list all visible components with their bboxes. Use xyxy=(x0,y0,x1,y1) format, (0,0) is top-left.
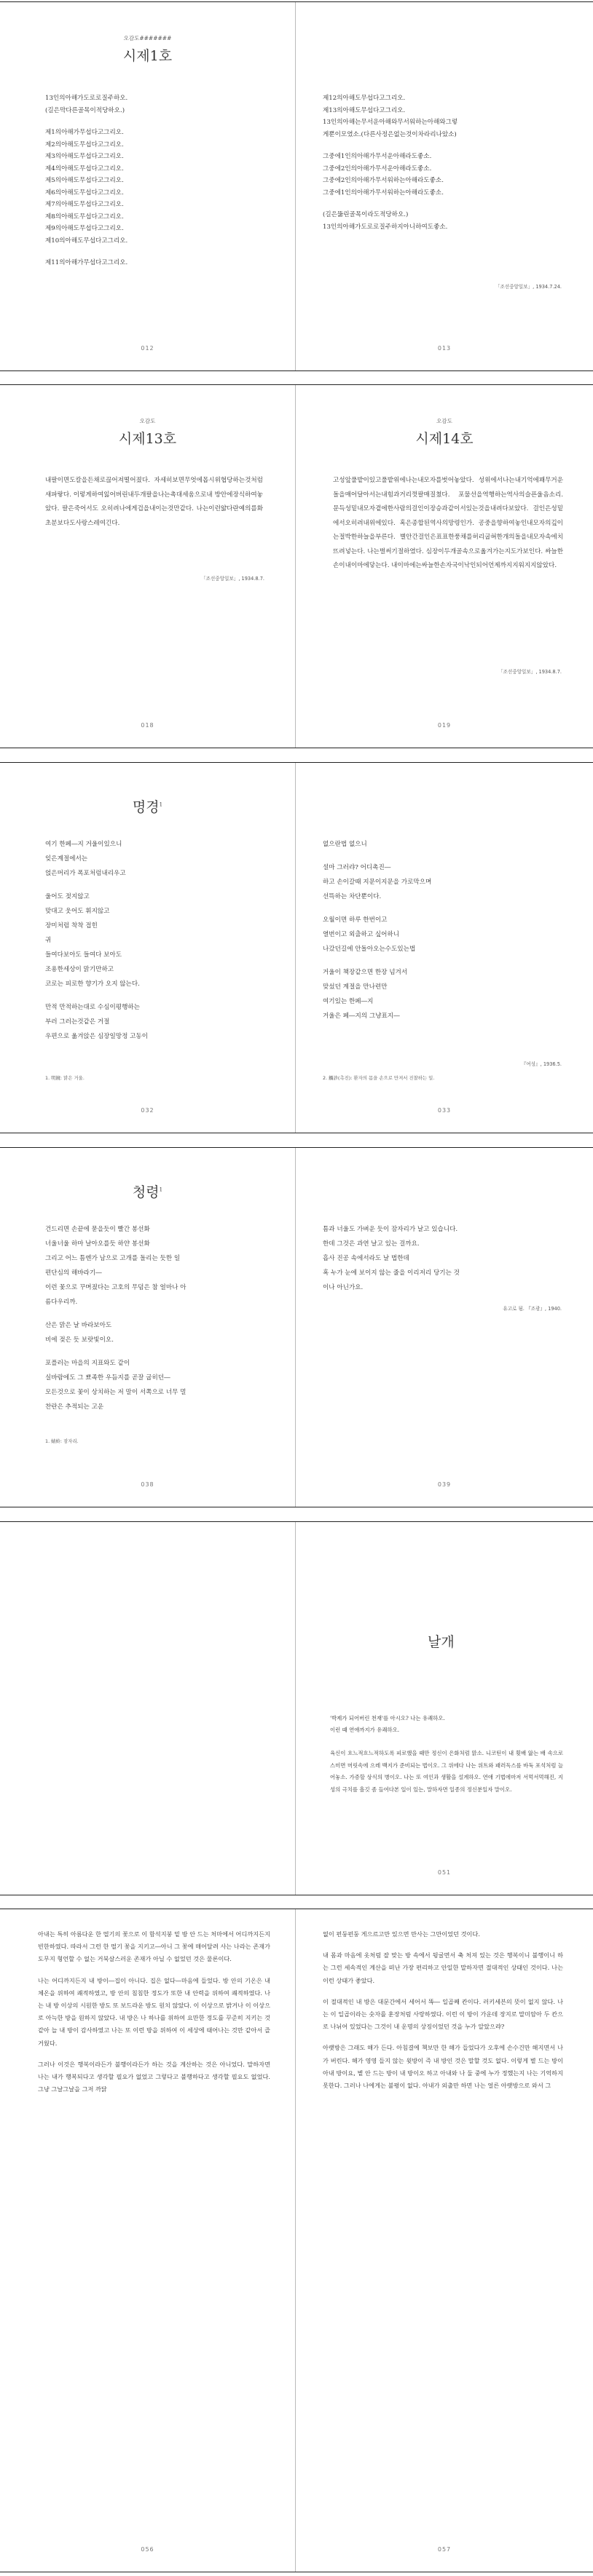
poem-line: 그리고 어느 틈엔가 남으로 고개를 돌리는 듯한 일 xyxy=(45,1255,181,1262)
story-paragraph: 없이 펀둥펀둥 게으르고만 있으면 만사는 그만이었던 것이다. xyxy=(323,1930,480,1938)
story-body xyxy=(323,1928,563,2092)
poem-line: 여기 한페―지 거울이있으니 xyxy=(45,841,122,848)
page-018 xyxy=(0,385,296,748)
poem-line: 우편으로 옮겨앉은 심장일망정 고동이 xyxy=(45,1033,149,1040)
poem-line: 그중에2인의아해가무서운아해라도좋소. xyxy=(323,165,432,173)
poem-title-wrap xyxy=(0,796,295,816)
poem-title: 시제14호 xyxy=(415,431,474,447)
spread-nalgae-title xyxy=(0,1521,593,1895)
poem-title: 명경 xyxy=(132,799,160,815)
spread-nalgae-text xyxy=(0,1909,593,2572)
poem-line: 거울이 책장같으면 한장 넘겨서 xyxy=(323,969,408,976)
stanza xyxy=(323,860,563,904)
footnote: 1. 明鏡: 맑은 거울. xyxy=(45,1075,85,1081)
spread-sije1 xyxy=(0,1,593,371)
stanza xyxy=(45,837,266,881)
poem-line: 산은 맑은 날 바라보아도 xyxy=(45,1322,112,1329)
poem-line: (길은뚫린골목이라도적당하오.) xyxy=(323,211,409,218)
poem-line: 편단심의 해바라기― xyxy=(45,1269,102,1277)
poem-line: 흡사 진공 속에서라도 날 법한데 xyxy=(323,1255,409,1262)
story-paragraph: 그러나 이것은 행복이라든가 불행이라든가 하는 것을 계산하는 것은 아니었다. 말하자면 나는 내가 행복되다고 생각할 필요가 없었고 그렇다고 불행하다고 생각할 필요도 없었다. 그냥 그날그날을 그저 까닭 xyxy=(38,2060,270,2093)
poem-line: 모든것으로 꽃이 상치하는 저 말이 서쪽으로 너무 멀 xyxy=(45,1389,186,1396)
poem-line: 제2의아해도무섭다고그리오. xyxy=(45,140,124,148)
footnote: 1. 蜻蛉: 잠자리. xyxy=(45,1438,79,1444)
page-number: 038 xyxy=(141,1481,154,1488)
spread-sije13-14 xyxy=(0,384,593,748)
stanza xyxy=(45,1222,266,1309)
poem-line: 한데 그것은 과연 날고 있는 걸까요. xyxy=(323,1240,420,1248)
poem-line: 13인의아해가도로로질주하지아니하여도좋소. xyxy=(323,223,448,231)
poem-line: 하고 손이갈때 지문이지문을 가로막으며 xyxy=(323,879,432,886)
story-paragraph: 내 몸과 마음에 옷처럼 잘 맞는 방 속에서 뒹굴면서 축 처져 있는 것은 행복이니 불행이니 하는 그런 세속적인 계산을 떠난 가장 편리하고 안일한 말하자면 절대적인 상태인 것이다. 나는 이런 상태가 좋았다. xyxy=(323,1951,563,1984)
page-051 xyxy=(296,1522,592,1895)
poem-line: 나갔던길에 안돌아오는수도있는법 xyxy=(323,946,416,953)
page-032 xyxy=(0,763,296,1133)
stanza-gap xyxy=(323,140,563,151)
stanza-gap xyxy=(45,116,266,127)
poem-line: 틈과 너울도 가벼운 듯이 잠자리가 날고 있습니다. xyxy=(323,1226,458,1233)
story-title: 날개 xyxy=(428,1634,455,1650)
poem-line: 제6의아해도무섭다고그리오. xyxy=(45,189,124,197)
poem-line: 제4의아해도무섭다고그리오. xyxy=(45,165,124,173)
poem-line: 잊은계절에서는 xyxy=(45,855,88,863)
stanza-gap xyxy=(45,247,266,257)
poem-line: 이런 꽃으로 꾸며졌다는 고호의 무덤은 참 얼마나 아 xyxy=(45,1284,186,1291)
stanza xyxy=(45,889,266,991)
poem-line: 그중에1인의아해가무서운아해라도좋소. xyxy=(323,153,432,160)
publication-citation: 「조선중앙일보」, 1934.8.7. xyxy=(498,669,562,675)
stanza xyxy=(323,913,563,956)
poem-line: 혹 누가 눈에 보이지 않는 줄을 이리저리 당기는 것 xyxy=(323,1269,460,1277)
page-number: 056 xyxy=(141,2546,154,2553)
poem-line: 건드리면 손끝에 묻을듯이 빨간 봉선화 xyxy=(45,1226,150,1233)
poem-line: 만적 만적하는대로 수심이평행하는 xyxy=(45,1004,140,1011)
poem-line: 부러 그러는것같은 거절 xyxy=(45,1018,110,1026)
stanza xyxy=(45,1356,266,1414)
poem-line: 오월이면 하루 한번이고 xyxy=(323,916,388,924)
stanza xyxy=(323,1222,563,1295)
poem-line: 여기있는 한페―지 xyxy=(323,998,374,1005)
poem-title: 시제1호 xyxy=(122,48,173,64)
poem-title: 청령 xyxy=(132,1184,160,1200)
poem-line: 귀 xyxy=(45,937,52,944)
intro-line: '박제가 되어버린 천재'를 아시오? 나는 유쾌하오. xyxy=(330,1715,445,1721)
page-012 xyxy=(0,2,296,370)
poem-line: 찬란은 추적되는 고운 xyxy=(45,1403,104,1411)
poem-line: 얹은머리가 폭포처럼내리우고 xyxy=(45,870,126,877)
poem-line: 울어도 젖지않고 xyxy=(45,893,90,900)
page-019 xyxy=(296,385,592,748)
footnote-marker: 1 xyxy=(159,1186,163,1193)
poem-line: 비에 젖은 듯 보랏빛이오. xyxy=(45,1336,114,1344)
poem-line: 제3의아해도무섭다고그리오. xyxy=(45,153,124,160)
poem-line: 제12의아해도무섭다고그리오. xyxy=(323,95,406,102)
story-paragraph: 이 절대적인 내 방은 대문간에서 세어서 똑― 일곱째 칸이다. 러키세븐의 뜻이 없지 않다. 나는 이 일곱이라는 숫자를 훈장처럼 사랑하였다. 이런 이 방이 가운데 장지로 말미암아 두 칸으로 나뉘어 있었다는 그것이 내 운명의 상징이었던 것을 누가 알았으랴? xyxy=(323,1997,563,2031)
page-013 xyxy=(296,2,592,370)
stanza-gap xyxy=(323,199,563,209)
story-body xyxy=(38,1928,270,2096)
poem-series-label: 오감도####### xyxy=(123,35,172,41)
poem-line: 코로는 피로한 향기가 오지 않는다. xyxy=(45,980,140,988)
poem-line: 제8의아해도무섭다고그리오. xyxy=(45,213,124,221)
poem-line: 게뿐이모였소.(다른사정은없는것이차라리나았소) xyxy=(323,130,457,138)
intro-line: 이런 때 연애까지가 유쾌하오. xyxy=(330,1727,400,1733)
poem-line: 제11의아해가무섭다고그리오. xyxy=(45,259,128,266)
poem-line: 장미처럼 착착 접힌 xyxy=(45,922,98,930)
story-paragraph: 나는 어디까지든지 내 방이―집이 아니다. 집은 없다―마음에 들었다. 방 안의 기온은 내 체온을 위하여 쾌적하였고, 방 안의 침침한 정도가 또한 내 안력을 위하여 쾌적하였다. 나는 내 방 이상의 시원한 방도 또 보드라운 방도 원치 않았다. 이 이상으로 밝거나 이 이상으로 아늑한 방을 원하지 않았다. 내 방은 나 하나를 위하여 요만한 정도를 꾸준히 지키는 것 같아 늘 내 방이 감사하였고 나는 또 이런 방을 위하여 이 세상에 태어나는 것만 같아서 즐거웠다. xyxy=(38,1976,270,2047)
poem-line: 제10의아해도무섭다고그리오. xyxy=(45,237,128,245)
poem-line: 실바람에도 그 뾰족한 우듬지를 곧잘 굽히던― xyxy=(45,1374,170,1382)
stanza xyxy=(45,1318,266,1347)
page-number: 019 xyxy=(437,722,452,729)
spread-myeonggyeong xyxy=(0,762,593,1133)
poem-body xyxy=(45,1222,266,1423)
poem-line: 그중에1인의아해가무서워하는아해라도좋소. xyxy=(323,189,444,197)
poem-line: 제13의아해도무섭다고그리오. xyxy=(323,106,406,114)
poem-line: 13인의아해가도로로질주하오. xyxy=(45,95,128,102)
story-intro-body: 육신이 흐느적흐느적하도록 피로했을 때만 정신이 은화처럼 맑소. 니코틴이 내 횟배 앓는 배 속으로 스미면 머릿속에 으레 백지가 준비되는 법이오. 그 위에다 나는 위트와 패러독스를 바둑 포석처럼 늘어놓소. 가증할 상식의 병이오. 나는 또 여인과 생활을 설계하오. 연애 기법에마저 서먹서먹해진, 지성의 극치를 흘깃 좀 들여다본 일이 있는, 말하자면 일종의 정신분일자 말이오. xyxy=(330,1750,563,1793)
page-033 xyxy=(296,763,592,1133)
poem-title-wrap xyxy=(0,1181,295,1201)
poem-line: 제7의아해도무섭다고그리오. xyxy=(45,201,124,208)
poem-body: 고성앞풀밭이있고풀밭위에나는내모자를벗어놓았다. 성위에서나는내기억에꽤무거운돌을매어달아서는내힘과거리껏팔매질쳤다. 포물선을역행하는역사의슬픈울음소리. 문득성밑내모자곁에한사람의걸인이장승과같이서있는것을내려다보았다. 걸인은성밑에서오히려내위에있다. 혹은종합된역사의망령인가. 공중을향하여놓인내모자의깊이는절박한하늘을부른다. 별안간걸인은표표한풍채를허리굽혀한개의돌을내모자속에치뜨려넣는다. 나는벌써기절하였다. 심장이두개골속으로옮겨가는지도가보인다. 싸늘한손이내이마에닿는다. 내이마에는싸늘한손자국이낙인되어언제까지지워지지않았다. xyxy=(333,477,563,569)
page-039 xyxy=(296,1148,592,1507)
poem-line: (길은막다른골목이적당하오.) xyxy=(45,106,125,114)
poem-body xyxy=(323,1222,563,1304)
story-intro xyxy=(330,1713,563,1736)
stanza xyxy=(323,837,563,852)
poem-line: 거울은 페―지의 그냥표지― xyxy=(323,1012,400,1020)
page-050 xyxy=(0,1522,296,1895)
poem-line: 설마 그러랴? 어디촉진― xyxy=(323,864,391,871)
stanza xyxy=(323,965,563,1023)
poem-line: 맞대고 웃어도 휘지않고 xyxy=(45,908,110,915)
story-paragraph: 아랫방은 그래도 해가 든다. 아침결에 책보만 한 해가 들었다가 오후에 손수건만 해지면서 나가 버린다. 해가 영영 들지 않는 윗방이 즉 내 방인 것은 말할 것도 없다. 이렇게 볕 드는 방이 아내 방이요, 볕 안 드는 방이 내 방이오 하고 아내와 나 둘 중에 누가 정했는지 나는 기억하지 못한다. 그러나 나에게는 불평이 없다. 아내가 외출만 하면 나는 얼른 아랫방으로 와서 그 xyxy=(323,2044,563,2090)
poem-line: 조용한세상이 맑기만하고 xyxy=(45,966,114,973)
page-number: 039 xyxy=(437,1481,452,1488)
page-number: 013 xyxy=(437,345,452,352)
poem-line: 제5의아해도무섭다고그리오. xyxy=(45,177,124,184)
story-paragraph: 아내는 특히 아름다운 한 떨기의 꽃으로 이 함석지붕 밑 방 안 드는 처마에서 어디까지든지 빈한하였다. 따라서 그런 한 떨기 꽃을 지키고―아니 그 꽃에 매어달려 사는 나라는 존재가 도무지 형언할 수 없는 거북살스러운 존재가 아닐 수 없었던 것은 물론이다. xyxy=(38,1930,270,1963)
page-number: 012 xyxy=(141,345,154,352)
poem-line: 너울너울 하마 날아오를듯 하얀 봉선화 xyxy=(45,1240,150,1248)
poem-line: 제9의아해도무섭다고그리오. xyxy=(45,225,124,232)
page-number: 033 xyxy=(437,1107,452,1114)
page-038 xyxy=(0,1148,296,1507)
poem-series-label: 오감도 xyxy=(436,418,452,424)
publication-citation: 『여성』, 1936.5. xyxy=(521,1061,562,1067)
poem-line: 열번이고 외출하고 싶어하니 xyxy=(323,931,400,938)
poem-line: 이나 아닌가요. xyxy=(323,1284,364,1291)
poem-series-label: 오감도 xyxy=(139,418,156,424)
page-number: 032 xyxy=(141,1107,154,1114)
poem-body: 내팔이면도칼을든채로끊어져떨어졌다. 자세히보면무엇에몹시위협당하는것처럼새파랗다. 이렇게하여잃어버린내두개팔을나는촉대세움으로내 방안에장식하여놓았다. 팔은죽어서도 오히려나에게겁을내이는것만같다. 나는이런얇다란예의를화초분보다도사랑스레여긴다. xyxy=(45,477,263,527)
poem-body xyxy=(45,837,266,1053)
publication-citation: 「조선중앙일보」, 1934.8.7. xyxy=(200,576,264,582)
poem-line: 들여다보아도 들여다 보아도 xyxy=(45,951,122,959)
publication-citation: 「조선중앙일보」, 1934.7.24. xyxy=(495,284,562,290)
publication-citation: 유고로 됨. 『조광』, 1940. xyxy=(503,1306,562,1312)
stanza xyxy=(45,1000,266,1044)
poem-line: 그중에2인의아해가무서워하는아해라도좋소. xyxy=(323,177,444,184)
poem-line: 맞섰던 계절을 만나련만 xyxy=(323,983,388,991)
spread-cheongnyeong xyxy=(0,1147,593,1507)
poem-line: 포플러는 마을의 지표와도 같이 xyxy=(45,1360,130,1367)
page-056 xyxy=(0,1909,296,2572)
poem-body xyxy=(323,837,563,1032)
poem-line: 없으란법 없으니 xyxy=(323,841,367,848)
page-number: 057 xyxy=(437,2546,452,2553)
poem-line: 제1의아해가무섭다고그리오. xyxy=(45,129,124,136)
poem-body xyxy=(323,92,563,233)
poem-body xyxy=(45,92,266,269)
poem-line: 13인의아해는무서운아해와무서워하는아해와그렇 xyxy=(323,119,458,126)
poem-title: 시제13호 xyxy=(118,431,177,447)
page-number: 018 xyxy=(141,722,154,729)
footnote: 2. 觸診(촉진): 환자의 몸을 손으로 만져서 진찰하는 일. xyxy=(323,1075,435,1081)
footnote-marker: 1 xyxy=(159,801,163,808)
page-number: 051 xyxy=(437,1869,452,1876)
page-number: 050 xyxy=(141,1869,154,1876)
poem-line: 선뜩하는 차단뿐이다. xyxy=(323,893,382,900)
page-057 xyxy=(296,1909,592,2572)
poem-line: 름다우리까. xyxy=(45,1299,78,1306)
